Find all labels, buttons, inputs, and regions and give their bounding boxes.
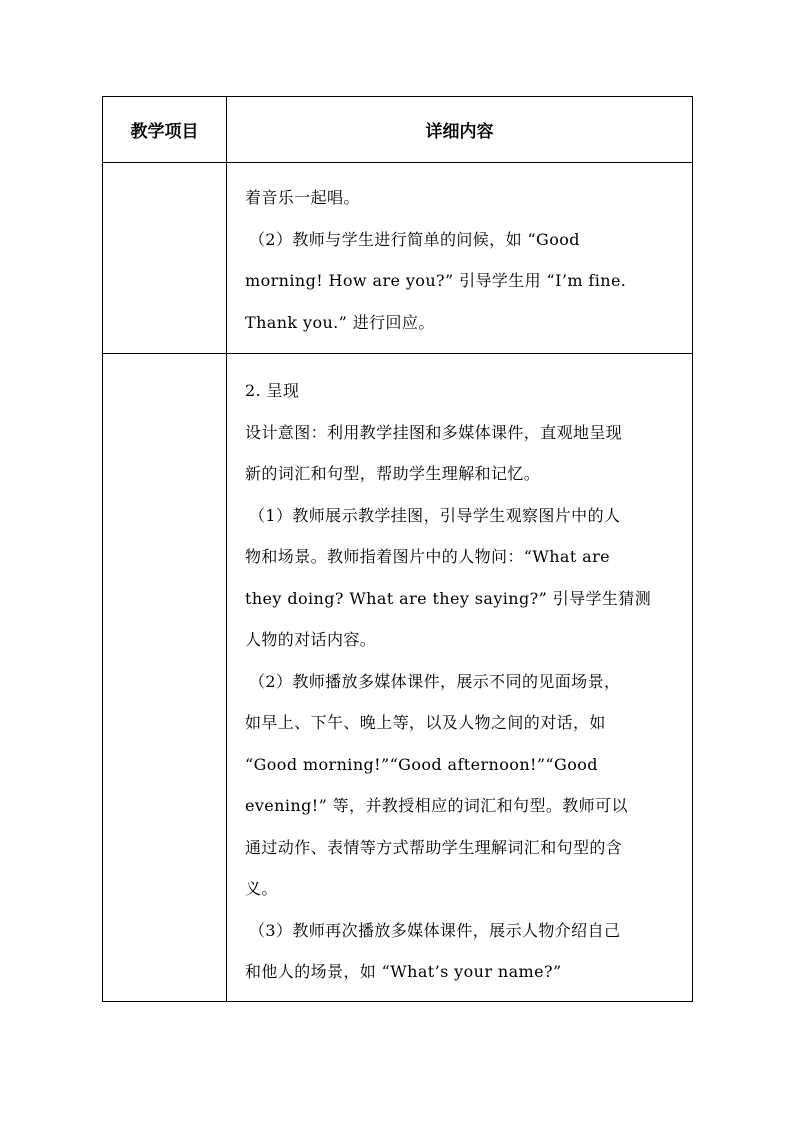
table-row [103, 163, 693, 354]
header-detailed-content: 详细内容 [227, 97, 693, 163]
content-line: 如早上、下午、晚上等，以及人物之间的对话，如 [245, 713, 606, 732]
content-line: （2）教师播放多媒体课件，展示不同的见面场景， [249, 671, 621, 691]
content-line: 物和场景。教师指着图片中的人物问：“What are [245, 547, 611, 566]
header-teaching-item: 教学项目 [103, 97, 227, 163]
content-line: 通过动作、表情等方式帮助学生理解词汇和句型的含 [245, 837, 623, 857]
table-header-row [103, 97, 693, 163]
content-line: they doing? What are they saying?” 引导学生猜测 [245, 588, 652, 608]
content-line: 着音乐一起唱。 [245, 188, 360, 207]
row2-content-cell [227, 354, 693, 1002]
content-line: evening!” 等，并教授相应的词汇和句型。教师可以 [245, 796, 628, 815]
content-line: 义。 [245, 879, 278, 898]
content-line: 和他人的场景，如 “What’s your name?” [245, 962, 562, 981]
content-line: 人物的对话内容。 [245, 630, 377, 649]
content-line: 新的词汇和句型，帮助学生理解和记忆。 [245, 464, 541, 483]
content-line: morning! How are you?” 引导学生用 “I’m fine. [245, 271, 627, 290]
row2-content [227, 354, 692, 993]
row1-content [227, 163, 692, 343]
row1-content-cell [227, 163, 693, 354]
content-line: （3）教师再次播放多媒体课件，展示人物介绍自己 [249, 920, 621, 940]
content-line: （2）教师与学生进行简单的问候，如 “Good [249, 229, 580, 249]
content-line: 设计意图：利用教学挂图和多媒体课件，直观地呈现 [245, 422, 623, 442]
content-line: “Good morning!”“Good afternoon!”“Good [245, 754, 598, 774]
lesson-plan-table [102, 96, 693, 1002]
row1-item-cell [103, 163, 227, 354]
content-line: （1）教师展示教学挂图，引导学生观察图片中的人 [249, 505, 621, 525]
content-line: Thank you.” 进行回应。 [245, 312, 435, 332]
section-heading: 2. 呈现 [245, 381, 300, 400]
row2-item-cell [103, 354, 227, 1002]
table-row [103, 354, 693, 1002]
